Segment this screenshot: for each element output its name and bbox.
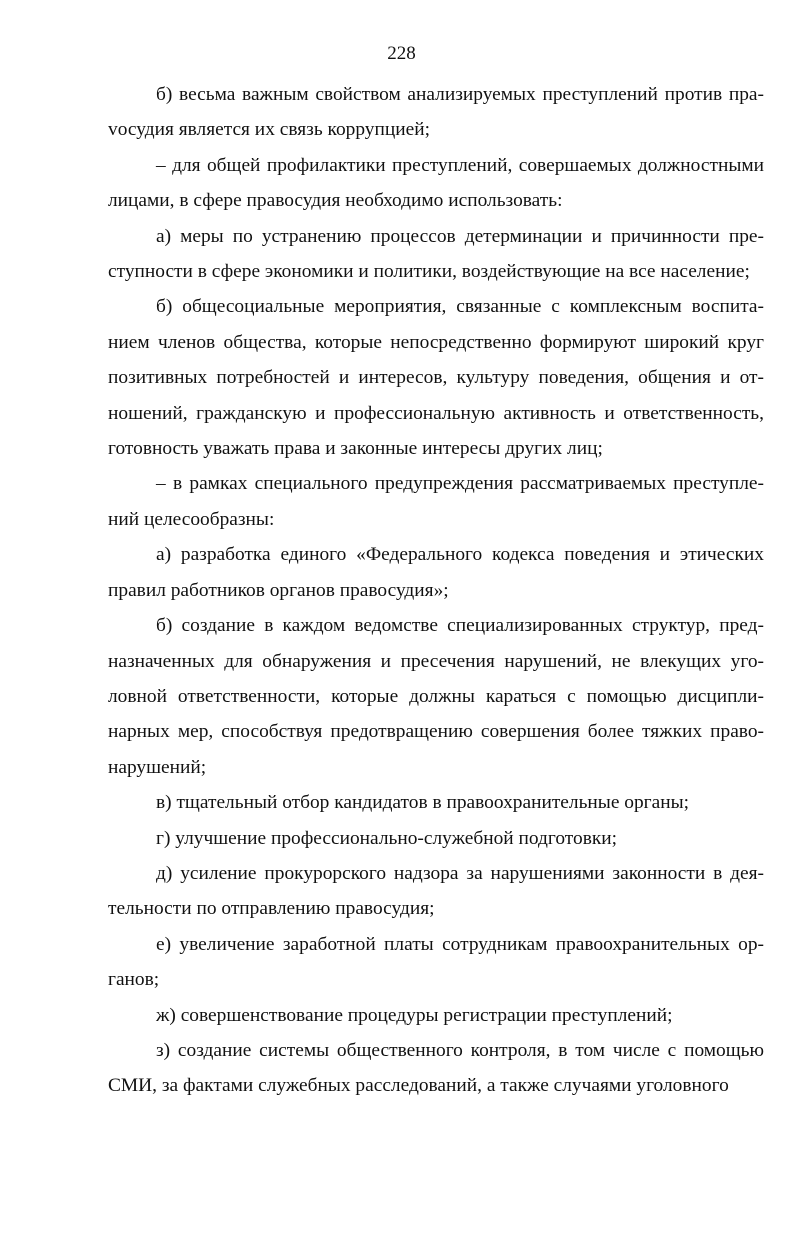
paragraph: в) тщательный отбор кандидатов в правоохранительные органы;: [156, 792, 690, 814]
paragraph: г) улучшение профессионально-служебной подготовки;: [156, 827, 618, 849]
paragraph: д) усиление прокурорского надзора за нарушениями законности в деятельности по отправлению правосудия;: [108, 862, 764, 920]
paragraph: а) разработка единого «Федерального кодекса поведения и этических правил работников органов правосудия»;: [108, 544, 764, 601]
paragraph: – в рамках специального предупреждения рассматриваемых преступлений целесообразны:: [108, 473, 764, 530]
paragraph: а) меры по устранению процессов детерминации и причинности преступности в сфере экономики и политики, воздействующие на все население;: [108, 225, 764, 283]
paragraph: з) создание системы общественного контроля, в том числе с помощью СМИ, за фактами служебных расследований, а также случаями уголовного: [108, 1039, 764, 1097]
paragraph: б) общесоциальные мероприятия, связанные с комплексным воспитанием членов общества, которые непосредственно формируют широкий круг позитивных потребностей и интересов, культуру поведения, общения и отношений, гражданскую и профессиональную активность и ответственность, готовность уважать права и законные интересы других лиц;: [108, 296, 764, 460]
paragraph: б) весьма важным свойством анализируемых преступлений против праvосудия является их связь коррупцией;: [108, 84, 764, 141]
paragraph: б) создание в каждом ведомстве специализированных структур, предназначенных для обнаружения и пресечения нарушений, не влекущих уголовной ответственности, которые должны караться с помощью дисциплинарных мер, способствуя предотвращению совершения более тяжких правонарушений;: [108, 615, 764, 778]
paragraph: е) увеличение заработной платы сотрудникам правоохранительных органов;: [108, 933, 764, 991]
page-number: 228: [387, 43, 416, 64]
paragraph: ж) совершенствование процедуры регистрации преступлений;: [156, 1004, 673, 1026]
paragraph: – для общей профилактики преступлений, совершаемых должностными лицами, в сфере правосудия необходимо использовать:: [108, 154, 764, 212]
body-text: [108, 77, 764, 1104]
